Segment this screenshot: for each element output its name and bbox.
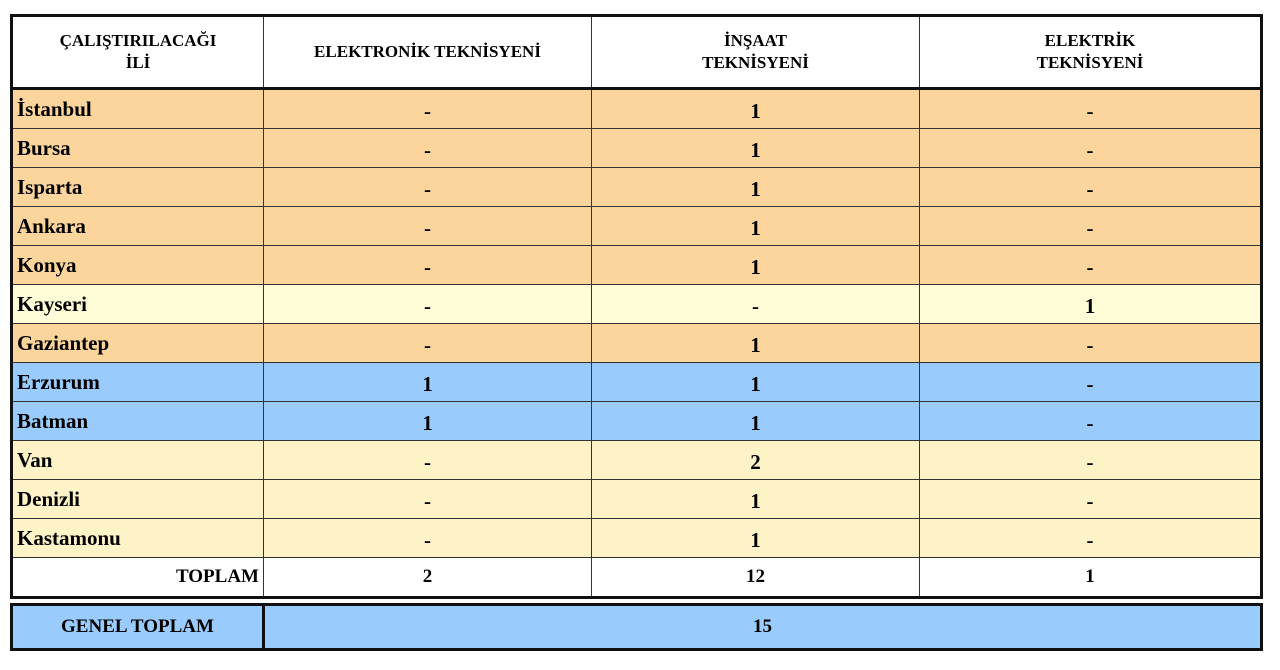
elektronik-cell-text: - bbox=[424, 293, 431, 318]
elektrik-cell-text: - bbox=[1086, 254, 1094, 279]
province-cell bbox=[12, 363, 264, 402]
elektrik-cell bbox=[920, 324, 1262, 363]
elektronik-cell bbox=[264, 246, 592, 285]
province-cell bbox=[12, 89, 264, 129]
province-cell bbox=[12, 129, 264, 168]
insaat-cell bbox=[592, 480, 920, 519]
elektrik-cell-text: - bbox=[1086, 527, 1094, 552]
elektronik-cell-text: - bbox=[424, 449, 431, 474]
elektronik-cell bbox=[264, 324, 592, 363]
province-cell bbox=[12, 402, 264, 441]
elektrik-cell-text: - bbox=[1086, 449, 1094, 474]
insaat-cell bbox=[592, 441, 920, 480]
elektrik-cell bbox=[920, 363, 1262, 402]
province-cell-text: Ankara bbox=[17, 213, 86, 238]
province-cell-text: Kayseri bbox=[17, 291, 87, 316]
elektrik-cell-text: - bbox=[1086, 332, 1094, 357]
insaat-cell-text: 1 bbox=[750, 176, 761, 201]
province-cell bbox=[12, 480, 264, 519]
insaat-cell-text: 2 bbox=[750, 449, 761, 474]
header-province bbox=[12, 16, 264, 89]
elektrik-cell bbox=[920, 207, 1262, 246]
insaat-cell bbox=[592, 207, 920, 246]
table-header-row bbox=[12, 16, 1262, 89]
grand-total-value: 15 bbox=[264, 605, 1262, 650]
elektronik-cell bbox=[264, 168, 592, 207]
insaat-cell bbox=[592, 402, 920, 441]
elektronik-cell-text: - bbox=[424, 254, 431, 279]
table-row bbox=[12, 402, 1262, 441]
header-insaat bbox=[592, 16, 920, 89]
province-cell bbox=[12, 324, 264, 363]
total-elektrik: 1 bbox=[920, 558, 1262, 598]
header-elektrik-line2: TEKNİSYENİ bbox=[1036, 53, 1144, 72]
staff-distribution-table bbox=[10, 14, 1263, 599]
table-row bbox=[12, 168, 1262, 207]
elektronik-cell bbox=[264, 441, 592, 480]
elektronik-cell bbox=[264, 480, 592, 519]
table-row bbox=[12, 207, 1262, 246]
elektronik-cell bbox=[264, 207, 592, 246]
elektronik-cell-text: - bbox=[424, 215, 431, 240]
elektronik-cell-text: - bbox=[424, 137, 431, 162]
insaat-cell bbox=[592, 89, 920, 129]
province-cell-text: Konya bbox=[17, 252, 77, 277]
province-cell-text: Bursa bbox=[17, 135, 71, 160]
elektrik-cell bbox=[920, 441, 1262, 480]
insaat-cell bbox=[592, 168, 920, 207]
elektronik-cell-text: - bbox=[424, 176, 431, 201]
insaat-cell bbox=[592, 519, 920, 558]
elektrik-cell bbox=[920, 285, 1262, 324]
elektronik-cell bbox=[264, 285, 592, 324]
header-elektrik bbox=[920, 16, 1262, 89]
header-elektrik-line1: ELEKTRİK bbox=[1044, 31, 1136, 50]
insaat-cell-text: - bbox=[752, 293, 759, 318]
header-elektronik bbox=[264, 16, 592, 89]
elektrik-cell bbox=[920, 129, 1262, 168]
elektrik-cell bbox=[920, 519, 1262, 558]
elektronik-cell bbox=[264, 402, 592, 441]
insaat-cell bbox=[592, 129, 920, 168]
insaat-cell-text: 1 bbox=[750, 98, 761, 123]
elektronik-cell bbox=[264, 363, 592, 402]
elektrik-cell-text: - bbox=[1086, 215, 1094, 240]
province-cell-text: Batman bbox=[17, 408, 89, 433]
province-cell bbox=[12, 168, 264, 207]
elektronik-cell bbox=[264, 519, 592, 558]
table-row bbox=[12, 285, 1262, 324]
elektrik-cell-text: 1 bbox=[1084, 293, 1096, 318]
province-cell-text: Denizli bbox=[17, 486, 80, 511]
insaat-cell bbox=[592, 285, 920, 324]
elektrik-cell bbox=[920, 168, 1262, 207]
header-insaat-line1: İNŞAAT bbox=[724, 31, 787, 50]
insaat-cell-text: 1 bbox=[750, 254, 761, 279]
elektrik-cell-text: - bbox=[1086, 137, 1094, 162]
grand-total-table bbox=[10, 603, 1263, 651]
header-elektronik-line1: ELEKTRONİK TEKNİSYENİ bbox=[314, 42, 541, 61]
elektronik-cell-text: - bbox=[424, 527, 431, 552]
elektrik-cell-text: - bbox=[1086, 371, 1094, 396]
province-cell bbox=[12, 246, 264, 285]
table-row bbox=[12, 246, 1262, 285]
insaat-cell-text: 1 bbox=[750, 215, 761, 240]
header-insaat-line2: TEKNİSYENİ bbox=[702, 53, 809, 72]
province-cell-text: Kastamonu bbox=[17, 525, 121, 550]
elektronik-cell-text: - bbox=[424, 488, 431, 513]
insaat-cell-text: 1 bbox=[750, 137, 761, 162]
insaat-cell-text: 1 bbox=[750, 332, 761, 357]
elektrik-cell-text: - bbox=[1086, 98, 1094, 123]
province-cell-text: Erzurum bbox=[17, 369, 100, 394]
insaat-cell bbox=[592, 363, 920, 402]
insaat-cell-text: 1 bbox=[750, 488, 761, 513]
staff-distribution-table-container bbox=[10, 14, 1260, 651]
elektronik-cell-text: 1 bbox=[422, 371, 433, 396]
total-elektronik: 2 bbox=[264, 558, 592, 598]
table-row bbox=[12, 324, 1262, 363]
insaat-cell bbox=[592, 324, 920, 363]
elektronik-cell bbox=[264, 129, 592, 168]
province-cell bbox=[12, 519, 264, 558]
header-province-line1: ÇALIŞTIRILACAĞI bbox=[59, 31, 217, 50]
total-row bbox=[12, 558, 1262, 598]
elektrik-cell-text: - bbox=[1086, 176, 1094, 201]
province-cell-text: Gaziantep bbox=[17, 330, 110, 355]
elektronik-cell-text: 1 bbox=[422, 410, 433, 435]
header-province-line2: İLİ bbox=[125, 53, 151, 72]
table-row bbox=[12, 89, 1262, 129]
grand-total-label: GENEL TOPLAM bbox=[12, 605, 264, 650]
elektronik-cell bbox=[264, 89, 592, 129]
total-insaat: 12 bbox=[592, 558, 920, 598]
table-row bbox=[12, 363, 1262, 402]
insaat-cell bbox=[592, 246, 920, 285]
elektronik-cell-text: - bbox=[424, 98, 431, 123]
elektronik-cell-text: - bbox=[424, 332, 431, 357]
elektrik-cell-text: - bbox=[1086, 410, 1094, 435]
elektrik-cell bbox=[920, 246, 1262, 285]
insaat-cell-text: 1 bbox=[750, 410, 761, 435]
province-cell-text: Van bbox=[17, 447, 53, 472]
table-row bbox=[12, 519, 1262, 558]
elektrik-cell bbox=[920, 89, 1262, 129]
elektrik-cell bbox=[920, 480, 1262, 519]
total-label: TOPLAM bbox=[12, 558, 264, 598]
insaat-cell-text: 1 bbox=[750, 371, 761, 396]
table-row bbox=[12, 441, 1262, 480]
province-cell-text: Isparta bbox=[17, 174, 83, 199]
insaat-cell-text: 1 bbox=[750, 527, 761, 552]
province-cell bbox=[12, 441, 264, 480]
province-cell bbox=[12, 285, 264, 324]
elektrik-cell-text: - bbox=[1086, 488, 1094, 513]
table-row bbox=[12, 480, 1262, 519]
elektrik-cell bbox=[920, 402, 1262, 441]
grand-total-row bbox=[12, 605, 1262, 650]
table-row bbox=[12, 129, 1262, 168]
province-cell bbox=[12, 207, 264, 246]
province-cell-text: İstanbul bbox=[17, 96, 92, 121]
table-body bbox=[12, 89, 1262, 558]
